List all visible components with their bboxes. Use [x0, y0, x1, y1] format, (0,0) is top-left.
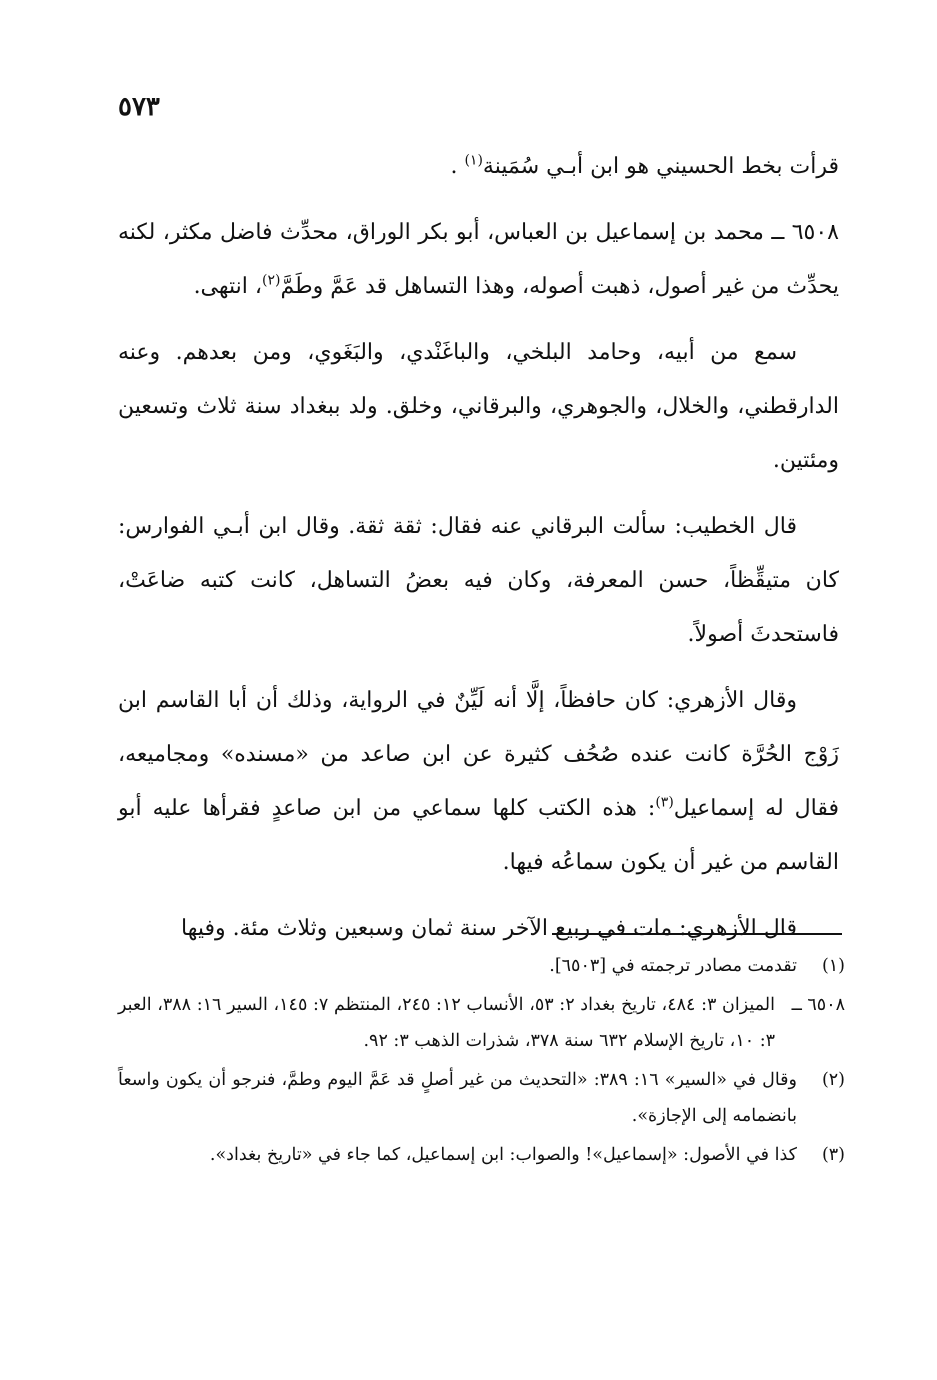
- paragraph-text: ٦٥٠٨ ــ محمد بن إسماعيل بن العباس، أبو بكر الوراق، محدِّث فاضل مكثر، لكنه يحدِّث من غير أصول، ذهبت أصوله، وهذا التساهل قد عَمَّ وطَمَّ: [118, 220, 839, 299]
- footnote-2: [118, 1062, 845, 1134]
- footnote-ref-3: (٣): [655, 794, 674, 811]
- paragraph-text: سمع من أبيه، وحامد البلخي، والباغَنْدي، والبَغَوي، ومن بعدهم. وعنه الدارقطني، والخلال، والجوهري، والبرقاني، وخلق. ولد ببغداد سنة ثلاث وتسعين ومئتين.: [118, 340, 839, 473]
- paragraph-text: وقال الأزهري: كان حافظاً، إلَّا أنه لَيِّنٌ في الرواية، وذلك أن أبا القاسم ابن زَوْج الحُرَّة كانت عنده صُحُف كثيرة عن ابن صاعد من «مسنده» ومجاميعه، فقال له إسماعيل: [118, 688, 839, 821]
- paragraph-5: [118, 674, 839, 890]
- footnote-1: [118, 948, 845, 984]
- paragraph-4: [118, 500, 839, 662]
- paragraph-3: [118, 326, 839, 488]
- footnote-mark: (١): [821, 956, 845, 976]
- paragraph-text-tail: : هذه الكتب كلها سماعي من ابن صاعدٍ فقرأها عليه أبو القاسم من غير أن يكون سماعُه فيها.: [118, 796, 839, 875]
- footnote-ref-1: (١): [464, 152, 483, 169]
- footnote-mark: (٢): [821, 1070, 845, 1090]
- entry-6508-heading-paragraph: [118, 206, 839, 314]
- footnote-text: الميزان ٣: ٤٨٤، تاريخ بغداد ٢: ٥٣، الأنساب ١٢: ٢٤٥، المنتظم ٧: ١٤٥، السير ١٦: ٣٨٨، العبر ٣: ١٠، تاريخ الإسلام ٦٣٢ سنة ٣٧٨، شذرات الذهب ٣: ٩٢.: [118, 995, 776, 1051]
- footnote-sources-6508: [118, 987, 845, 1059]
- footnote-text: تقدمت مصادر ترجمته في [٦٥٠٣].: [549, 956, 797, 976]
- page-number: ٥٧٣: [118, 92, 160, 122]
- footnote-text: كذا في الأصول: «إسماعيل»! والصواب: ابن إسماعيل، كما جاء في «تاريخ بغداد».: [209, 1145, 797, 1165]
- footnote-mark: (٣): [821, 1145, 845, 1165]
- footnote-text: وقال في «السير» ١٦: ٣٨٩: «التحديث من غير أصلٍ قد عَمَّ اليوم وطمَّ، فنرجو أن يكون واسعاً بانضمامه إلى الإجازة».: [118, 1070, 797, 1126]
- paragraph-text: قال الأزهري: مات في ربيع الآخر سنة ثمان وسبعين وثلاث مئة. وفيها: [180, 916, 797, 941]
- paragraph-1: [118, 140, 839, 194]
- footnote-separator: [552, 933, 842, 935]
- footnotes: [118, 948, 845, 1176]
- footnote-ref-2: (٢): [262, 272, 281, 289]
- paragraph-text-tail: .: [450, 154, 465, 179]
- main-text: [118, 140, 839, 968]
- paragraph-text: قال الخطيب: سألت البرقاني عنه فقال: ثقة ثقة. وقال ابن أبـي الفوارس: كان متيقِّظاً، حسن المعرفة، وكان فيه بعضُ التساهل، كانت كتبه ضاعَتْ، فاستحدثَ أصولاً.: [118, 514, 839, 647]
- footnote-3: [118, 1137, 845, 1173]
- paragraph-text: قرأت بخط الحسيني هو ابن أبـي سُمَينة: [482, 154, 839, 179]
- footnote-mark: ٦٥٠٨ ــ: [791, 995, 845, 1015]
- paragraph-text-tail: ، انتهى.: [193, 274, 263, 299]
